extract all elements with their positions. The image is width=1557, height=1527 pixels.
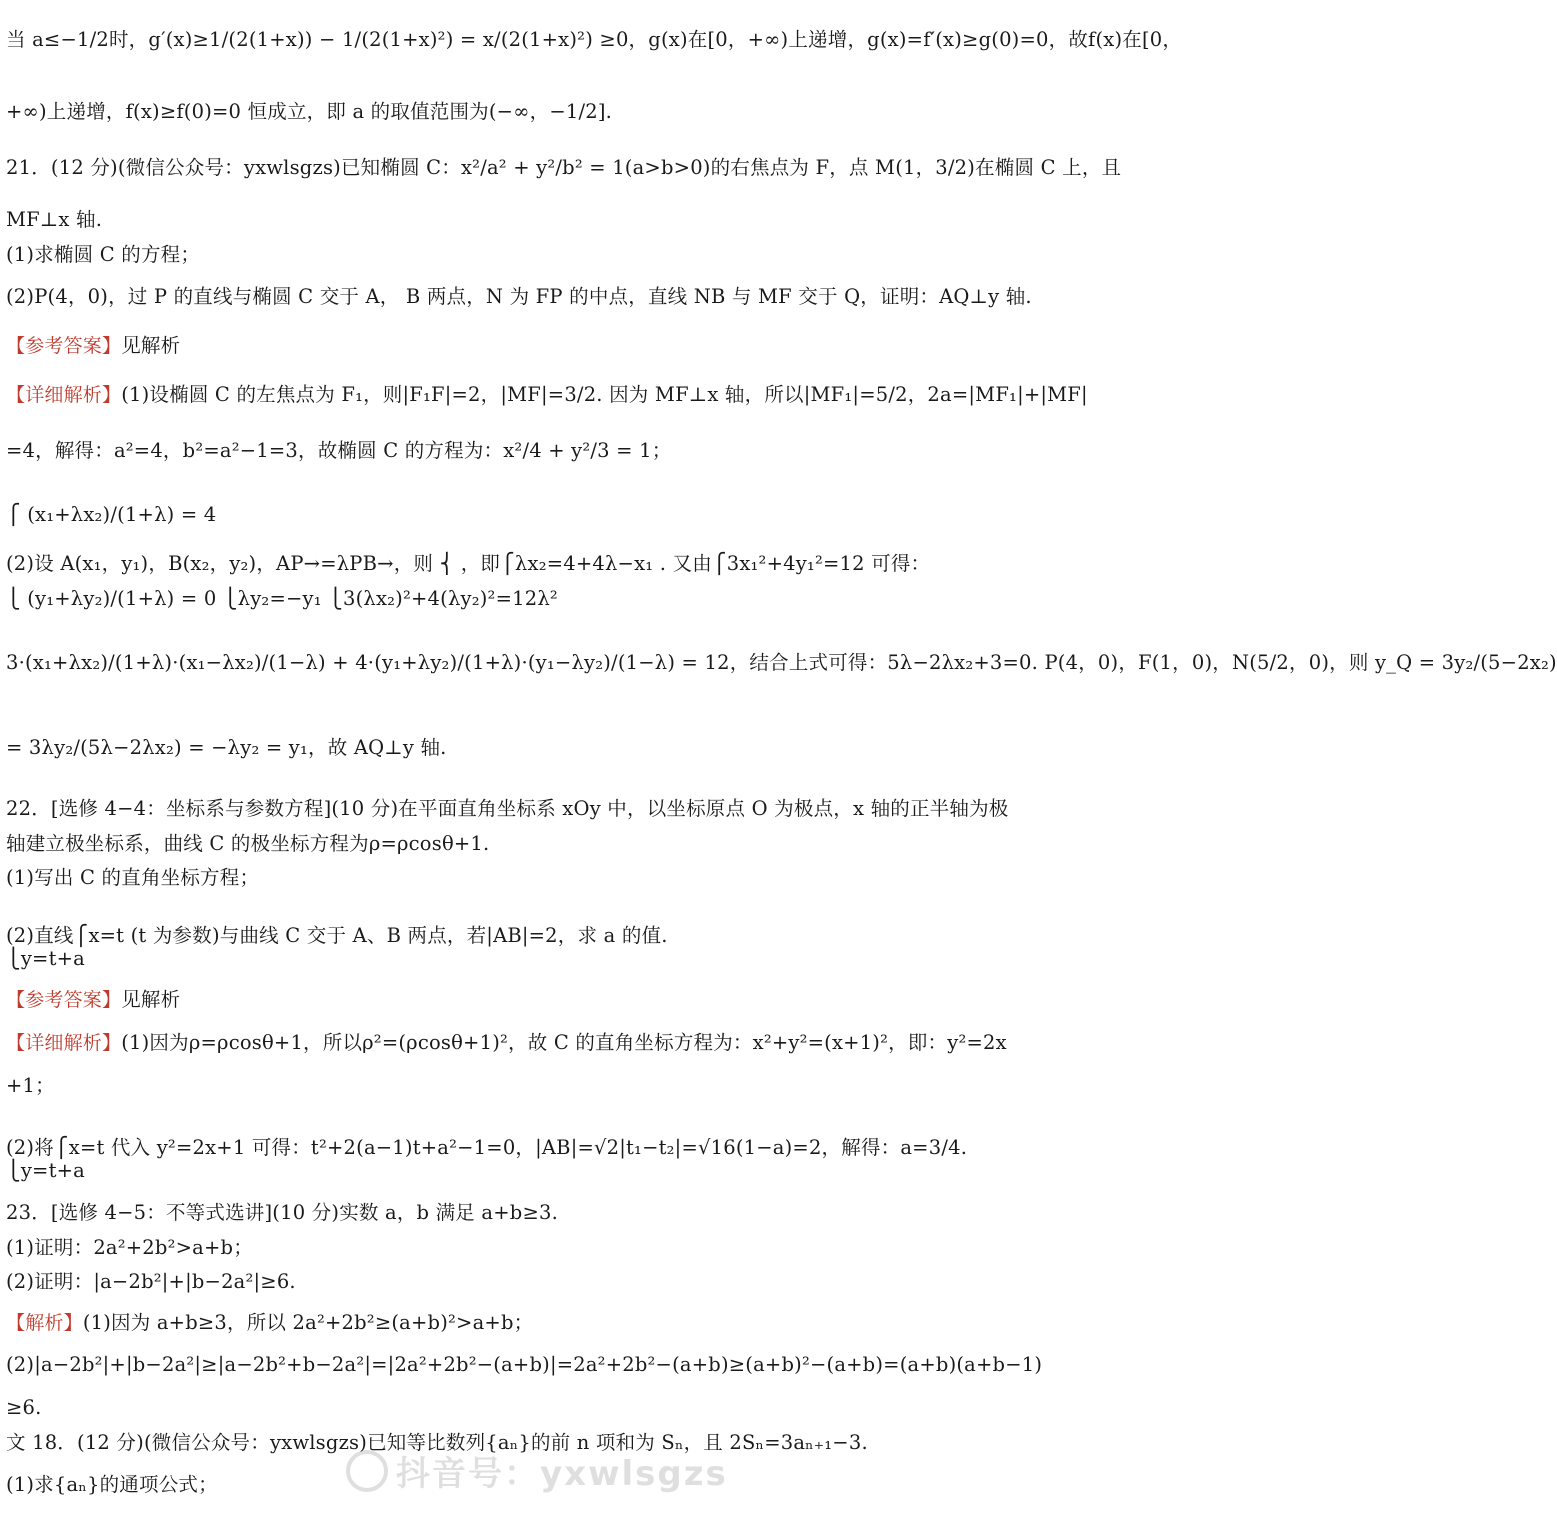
- watermark: 抖音号：yxwlsgzs: [396, 1454, 728, 1494]
- solution: 【解析】(1)因为 a+b≥3，所以 2a²+2b²≥(a+b)²>a+b；: [6, 1311, 534, 1334]
- text-line: +1；: [6, 1074, 55, 1097]
- text-line: ≥6.: [6, 1396, 42, 1419]
- problem-22-header: 22．[选修 4−4：坐标系与参数方程](10 分)在平面直角坐标系 xOy 中，以坐标原点 O 为极点，x 轴的正半轴为极: [6, 797, 1009, 820]
- text-line: ⎩ (y₁+λy₂)/(1+λ) = 0 ⎩λy₂=−y₁ ⎩3(λx₂)²+4(λy₂)²=12λ²: [6, 587, 558, 610]
- text-line: (2)证明：|a−2b²|+|b−2a²|≥6.: [6, 1270, 296, 1293]
- text-line: (2)设 A(x₁，y₁)，B(x₂，y₂)，AP→=λPB→，则 ⎨ ，即⎧λx₂=4+4λ−x₁ . 又由⎧3x₁²+4y₁²=12 可得：: [6, 552, 931, 575]
- reference-answer: 【参考答案】见解析: [6, 334, 181, 357]
- detailed-solution: 【详细解析】(1)因为ρ=ρcosθ+1，所以ρ²=(ρcosθ+1)²，故 C 的直角坐标方程为：x²+y²=(x+1)²，即：y²=2x: [6, 1031, 1007, 1054]
- text-line: = 3λy₂/(5λ−2λx₂) = −λy₂ = y₁，故 AQ⊥y 轴.: [6, 736, 447, 759]
- text-line: 轴建立极坐标系，曲线 C 的极坐标方程为ρ=ρcosθ+1.: [6, 832, 490, 855]
- text-line: (2)|a−2b²|+|b−2a²|≥|a−2b²+b−2a²|=|2a²+2b²−(a+b)|=2a²+2b²−(a+b)≥(a+b)²−(a+b)=(a+b)(a+b−1): [6, 1353, 1043, 1376]
- text-line: (1)写出 C 的直角坐标方程；: [6, 866, 260, 889]
- text-line: (2)将⎧x=t 代入 y²=2x+1 可得：t²+2(a−1)t+a²−1=0，|AB|=√2|t₁−t₂|=√16(1−a)=2，解得：a=3/4.: [6, 1136, 968, 1159]
- problem-18-header: 文 18．(12 分)(微信公众号：yxwlsgzs)已知等比数列{aₙ}的前 n 项和为 Sₙ，且 2Sₙ=3aₙ₊₁−3.: [6, 1431, 868, 1454]
- reference-answer: 【参考答案】见解析: [6, 988, 181, 1011]
- text-line: +∞)上递增，f(x)≥f(0)=0 恒成立，即 a 的取值范围为(−∞，−1/2].: [6, 100, 613, 123]
- detailed-solution: 【详细解析】(1)设椭圆 C 的左焦点为 F₁，则|F₁F|=2，|MF|=3/2. 因为 MF⊥x 轴，所以|MF₁|=5/2，2a=|MF₁|+|MF|: [6, 383, 1088, 406]
- text-line: (1)证明：2a²+2b²>a+b；: [6, 1236, 253, 1259]
- text-line: ⎧ (x₁+λx₂)/(1+λ) = 4: [6, 503, 217, 526]
- problem-23-header: 23．[选修 4−5：不等式选讲](10 分)实数 a，b 满足 a+b≥3.: [6, 1201, 559, 1224]
- text-line: (2)直线⎧x=t (t 为参数)与曲线 C 交于 A、B 两点，若|AB|=2，求 a 的值.: [6, 924, 668, 947]
- text-line: (2)P(4，0)，过 P 的直线与椭圆 C 交于 A， B 两点，N 为 FP 的中点，直线 NB 与 MF 交于 Q，证明：AQ⊥y 轴.: [6, 285, 1032, 308]
- text-line: MF⊥x 轴.: [6, 208, 103, 231]
- text-line: =4，解得：a²=4，b²=a²−1=3，故椭圆 C 的方程为：x²/4 + y²/3 = 1；: [6, 439, 672, 462]
- text-line: ⎩y=t+a: [6, 1159, 85, 1182]
- text-line: ⎩y=t+a: [6, 947, 85, 970]
- text-line: (1)求椭圆 C 的方程；: [6, 243, 201, 266]
- problem-21-header: 21．(12 分)(微信公众号：yxwlsgzs)已知椭圆 C：x²/a² + y²/b² = 1(a>b>0)的右焦点为 F，点 M(1，3/2)在椭圆 C 上，且: [6, 156, 1122, 179]
- text-line: 3·(x₁+λx₂)/(1+λ)·(x₁−λx₂)/(1−λ) + 4·(y₁+λy₂)/(1+λ)·(y₁−λy₂)/(1−λ) = 12，结合上式可得：5λ−2λx₂+3=0. P(4，0)，F(1，0)，N(5/2，0)，则 y_Q = 3y₂/(5−2x₂): [6, 651, 1557, 674]
- text-line: 当 a≤−1/2时，g′(x)≥1/(2(1+x)) − 1/(2(1+x)²) = x/(2(1+x)²) ≥0，g(x)在[0，+∞)上递增，g(x)=f′(x)≥g(0)=0，故f(x)在[0，: [6, 28, 1183, 51]
- text-line: (1)求{aₙ}的通项公式；: [6, 1473, 218, 1496]
